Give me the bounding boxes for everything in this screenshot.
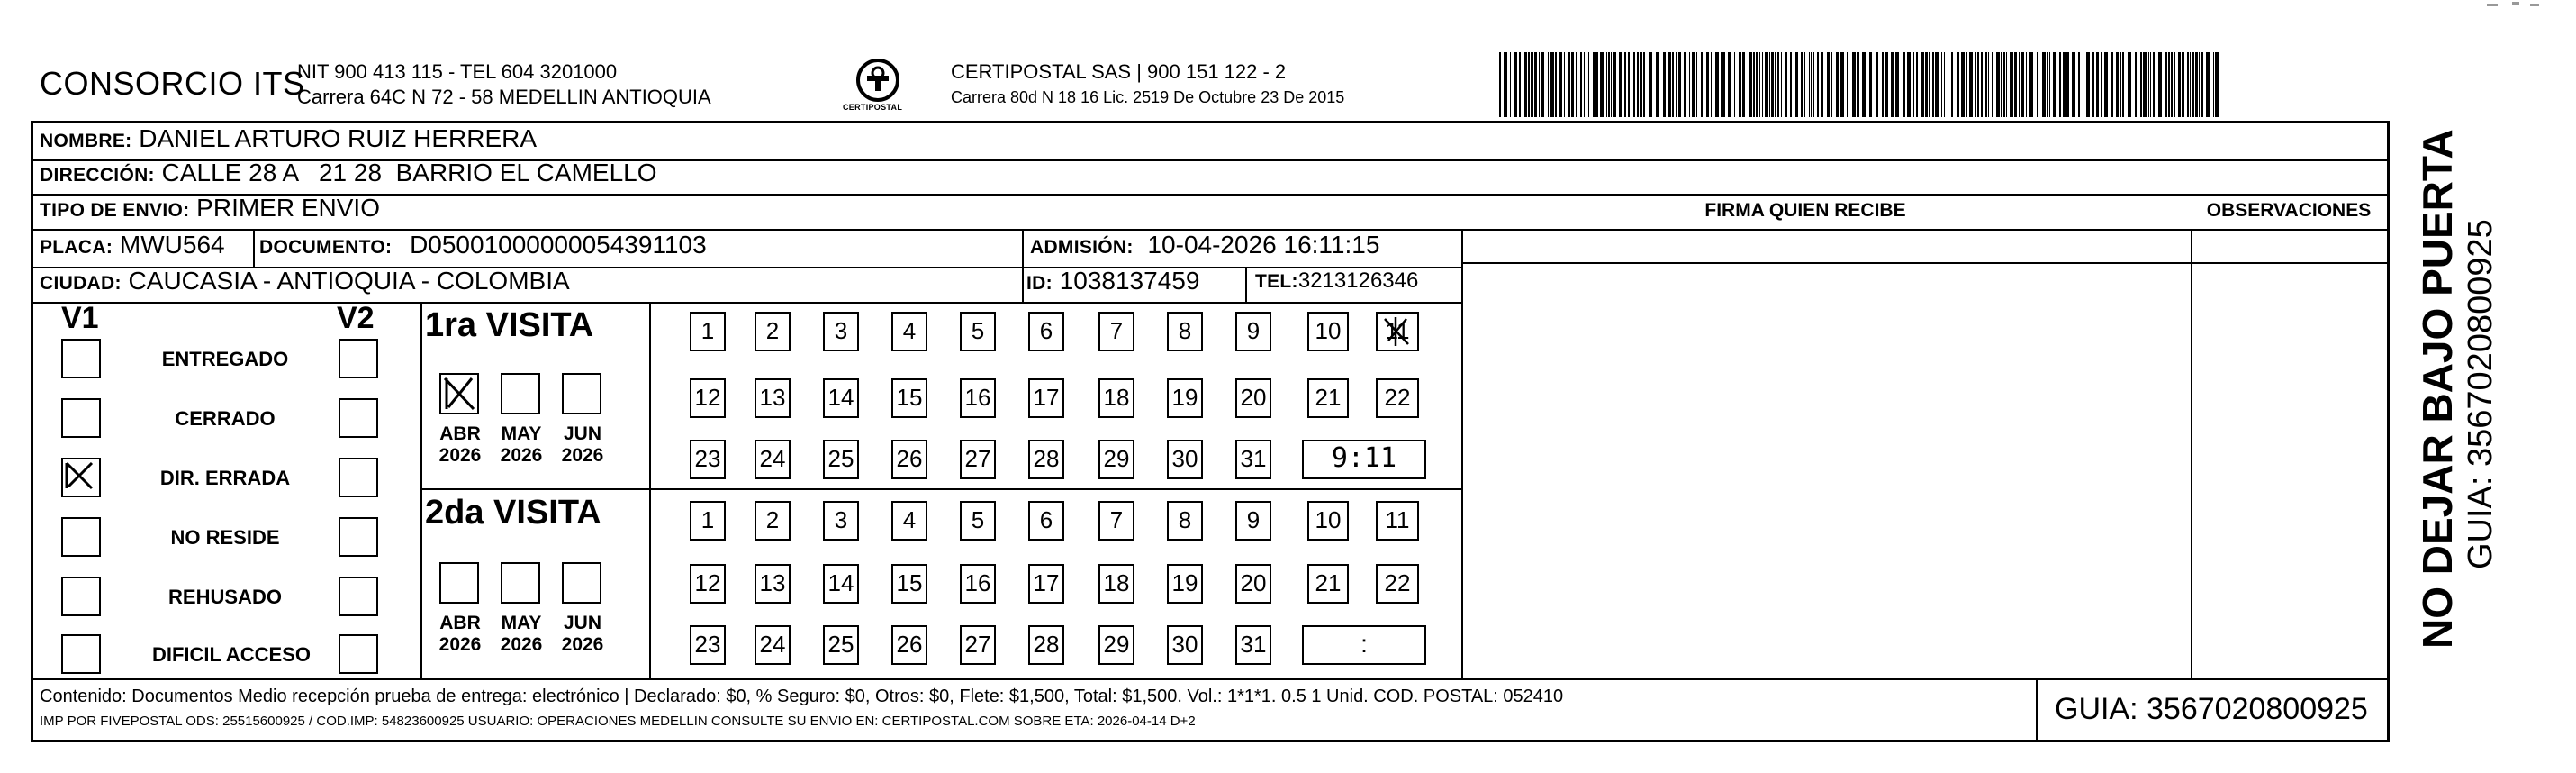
v2-checkbox[interactable]	[339, 517, 378, 557]
v1-checkbox[interactable]	[61, 339, 101, 378]
second-month-checkbox[interactable]	[562, 562, 601, 604]
first-day-box[interactable]: 9	[1235, 312, 1271, 351]
second-day-box[interactable]: 21	[1307, 564, 1349, 604]
v2-checkbox[interactable]	[339, 577, 378, 616]
v1-checkbox[interactable]	[61, 577, 101, 616]
month-year: 2026	[561, 634, 604, 655]
documento-value: D05001000000054391103	[410, 231, 707, 259]
certipostal-logo-icon	[854, 56, 902, 105]
placa-label: PLACA:	[40, 237, 113, 258]
second-day-box[interactable]: 13	[755, 564, 791, 604]
first-month-checkbox[interactable]	[562, 373, 601, 414]
v1-checkbox[interactable]	[61, 517, 101, 557]
second-day-box[interactable]: 17	[1028, 564, 1064, 604]
first-day-box[interactable]: 2	[755, 312, 791, 351]
second-day-box[interactable]: 12	[690, 564, 726, 604]
footer-print-info: IMP POR FIVEPOSTAL ODS: 25515600925 / COD.IMP: 54823600925 USUARIO: OPERACIONES MEDELLIN CONSULTE SU ENVIO EN: CERTIPOSTAL.COM SOBRE ETA: 2026-04-14 D+2	[40, 714, 1196, 729]
firma-header: FIRMA QUIEN RECIBE	[1704, 200, 1906, 221]
tipo-row	[40, 194, 380, 223]
first-day-box[interactable]: 15	[891, 378, 927, 418]
company-name: CONSORCIO ITS	[40, 65, 305, 102]
first-month-label	[490, 423, 553, 467]
nombre-value: DANIEL ARTURO RUIZ HERRERA	[139, 124, 538, 152]
second-month-label	[429, 613, 492, 656]
status-label: REHUSADO	[168, 586, 282, 608]
admision-value: 10-04-2026 16:11:15	[1147, 231, 1380, 259]
documento-row	[259, 231, 707, 259]
first-day-box[interactable]: 19	[1167, 378, 1203, 418]
month-name: MAY	[501, 423, 542, 444]
first-day-box[interactable]: 13	[755, 378, 791, 418]
second-day-box[interactable]: 27	[960, 625, 996, 665]
side-warning: NO DEJAR BAJO PUERTA	[2414, 129, 2461, 649]
second-day-box[interactable]: 16	[960, 564, 996, 604]
v2-checkbox[interactable]	[339, 634, 378, 674]
month-name: ABR	[439, 423, 481, 444]
v1-checkbox[interactable]	[61, 398, 101, 438]
second-day-box[interactable]: 7	[1098, 501, 1134, 541]
first-month-label	[429, 423, 492, 467]
second-day-box[interactable]: 31	[1235, 625, 1271, 665]
month-year: 2026	[500, 445, 543, 466]
status-label: CERRADO	[175, 407, 276, 430]
barcode	[1499, 52, 2219, 117]
tel-row	[1255, 268, 1418, 294]
status-label: DIFICIL ACCESO	[151, 643, 311, 666]
month-year: 2026	[438, 634, 482, 655]
second-day-box[interactable]: 25	[823, 625, 859, 665]
first-day-box[interactable]: 25	[823, 440, 859, 479]
first-day-box[interactable]: 7	[1098, 312, 1134, 351]
v2-header: V2	[337, 301, 375, 335]
first-day-box[interactable]: 21	[1307, 378, 1349, 418]
first-day-box[interactable]: 4	[891, 312, 927, 351]
first-day-box[interactable]: 22	[1376, 378, 1419, 418]
second-month-checkbox[interactable]	[439, 562, 479, 604]
first-day-box[interactable]: 31	[1235, 440, 1271, 479]
first-day-box[interactable]: 18	[1098, 378, 1134, 418]
first-month-label	[551, 423, 614, 467]
id-row	[1026, 267, 1199, 296]
second-day-box[interactable]: 10	[1307, 501, 1349, 541]
tipo-value: PRIMER ENVIO	[196, 194, 380, 222]
direccion-label: DIRECCIÓN:	[40, 165, 155, 186]
margin-mark	[2530, 4, 2539, 6]
nombre-label: NOMBRE:	[40, 131, 132, 151]
nombre-row	[40, 124, 537, 153]
v1-header: V1	[61, 301, 99, 335]
first-day-box[interactable]: 12	[690, 378, 726, 418]
second-day-box[interactable]: 1	[690, 501, 726, 541]
courier-nit: CERTIPOSTAL SAS | 900 151 122 - 2	[951, 60, 1287, 83]
first-day-box[interactable]: 20	[1235, 378, 1271, 418]
second-day-box[interactable]: 22	[1376, 564, 1419, 604]
documento-label: DOCUMENTO:	[259, 237, 393, 258]
logo-text: CERTIPOSTAL	[843, 103, 903, 112]
second-day-box[interactable]: 29	[1098, 625, 1134, 665]
first-day-box[interactable]: 1	[690, 312, 726, 351]
first-day-box[interactable]: 24	[755, 440, 791, 479]
second-day-box[interactable]: 14	[823, 564, 859, 604]
side-guia: GUIA: 3567020800925	[2462, 219, 2499, 569]
first-day-box[interactable]: 6	[1028, 312, 1064, 351]
first-day-box[interactable]: 11	[1376, 312, 1419, 351]
first-day-box[interactable]: 8	[1167, 312, 1203, 351]
courier-address: Carrera 80d N 18 16 Lic. 2519 De Octubre 23 De 2015	[951, 88, 1345, 106]
month-year: 2026	[438, 445, 482, 466]
second-day-box[interactable]: 30	[1167, 625, 1203, 665]
month-name: JUN	[563, 613, 601, 633]
id-label: ID:	[1026, 273, 1053, 294]
ciudad-label: CIUDAD:	[40, 273, 122, 294]
tel-label: TEL:	[1255, 271, 1298, 292]
second-month-label	[490, 613, 553, 656]
first-day-box[interactable]: 16	[960, 378, 996, 418]
guia-number: GUIA: 3567020800925	[2055, 692, 2368, 726]
second-day-box[interactable]: 15	[891, 564, 927, 604]
first-visit-title: 1ra VISITA	[425, 306, 594, 344]
second-day-box[interactable]: 6	[1028, 501, 1064, 541]
month-name: JUN	[563, 423, 601, 444]
status-label: ENTREGADO	[161, 348, 289, 370]
company-nit: NIT 900 413 115 - TEL 604 3201000	[297, 60, 618, 83]
placa-value: MWU564	[119, 231, 225, 259]
first-time-box[interactable]: 9:11	[1302, 440, 1426, 479]
first-day-box[interactable]: 3	[823, 312, 859, 351]
first-day-box[interactable]: 29	[1098, 440, 1134, 479]
v1-checkbox[interactable]	[61, 634, 101, 674]
second-day-box[interactable]: 2	[755, 501, 791, 541]
direccion-row	[40, 159, 657, 187]
second-day-box[interactable]: 8	[1167, 501, 1203, 541]
second-visit-title: 2da VISITA	[425, 494, 601, 532]
footer-content: Contenido: Documentos Medio recepción prueba de entrega: electrónico | Declarado: $0, % Seguro: $0, Otros: $0, Flete: $1,500, Total: $1,500. Vol.: 1*1*1. 0.5 1 Unid. COD. POSTAL: 052410	[40, 687, 1564, 706]
second-day-box[interactable]: 5	[960, 501, 996, 541]
status-label: NO RESIDE	[170, 526, 280, 549]
second-day-box[interactable]: 11	[1376, 501, 1419, 541]
second-day-box[interactable]: 3	[823, 501, 859, 541]
margin-mark	[2487, 4, 2498, 6]
month-year: 2026	[500, 634, 543, 655]
placa-row	[40, 231, 225, 259]
v2-checkbox[interactable]	[339, 398, 378, 438]
first-day-box[interactable]: 10	[1307, 312, 1349, 351]
tel-value: 3213126346	[1297, 268, 1419, 293]
ciudad-row	[40, 267, 570, 296]
status-label: DIR. ERRADA	[159, 467, 291, 489]
second-day-box[interactable]: 24	[755, 625, 791, 665]
first-day-box[interactable]: 28	[1028, 440, 1064, 479]
first-day-box[interactable]: 26	[891, 440, 927, 479]
tipo-label: TIPO DE ENVIO:	[40, 200, 190, 221]
first-day-box[interactable]: 30	[1167, 440, 1203, 479]
admision-label: ADMISIÓN:	[1030, 237, 1134, 258]
first-month-checkbox[interactable]	[501, 373, 540, 414]
first-day-box[interactable]: 27	[960, 440, 996, 479]
first-day-box[interactable]: 14	[823, 378, 859, 418]
second-day-box[interactable]: 19	[1167, 564, 1203, 604]
month-name: MAY	[501, 613, 542, 633]
second-day-box[interactable]: 20	[1235, 564, 1271, 604]
second-time-box[interactable]: :	[1302, 625, 1426, 665]
month-name: ABR	[439, 613, 481, 633]
v1-checkbox[interactable]	[61, 458, 101, 497]
first-month-checkbox[interactable]	[439, 373, 479, 414]
second-day-box[interactable]: 18	[1098, 564, 1134, 604]
id-value: 1038137459	[1059, 267, 1200, 295]
v2-checkbox[interactable]	[339, 458, 378, 497]
month-year: 2026	[561, 445, 604, 466]
second-month-checkbox[interactable]	[501, 562, 540, 604]
first-day-box[interactable]: 5	[960, 312, 996, 351]
ciudad-value: CAUCASIA - ANTIOQUIA - COLOMBIA	[128, 267, 570, 295]
company-address: Carrera 64C N 72 - 58 MEDELLIN ANTIOQUIA	[297, 86, 711, 108]
second-day-box[interactable]: 4	[891, 501, 927, 541]
second-day-box[interactable]: 28	[1028, 625, 1064, 665]
observaciones-header: OBSERVACIONES	[2206, 200, 2372, 221]
second-day-box[interactable]: 9	[1235, 501, 1271, 541]
margin-mark	[2512, 2, 2519, 5]
v2-checkbox[interactable]	[339, 339, 378, 378]
second-month-label	[551, 613, 614, 656]
direccion-value: CALLE 28 A 21 28 BARRIO EL CAMELLO	[161, 159, 657, 186]
second-day-box[interactable]: 26	[891, 625, 927, 665]
first-day-box[interactable]: 23	[690, 440, 726, 479]
admision-row	[1030, 231, 1379, 259]
second-day-box[interactable]: 23	[690, 625, 726, 665]
first-day-box[interactable]: 17	[1028, 378, 1064, 418]
